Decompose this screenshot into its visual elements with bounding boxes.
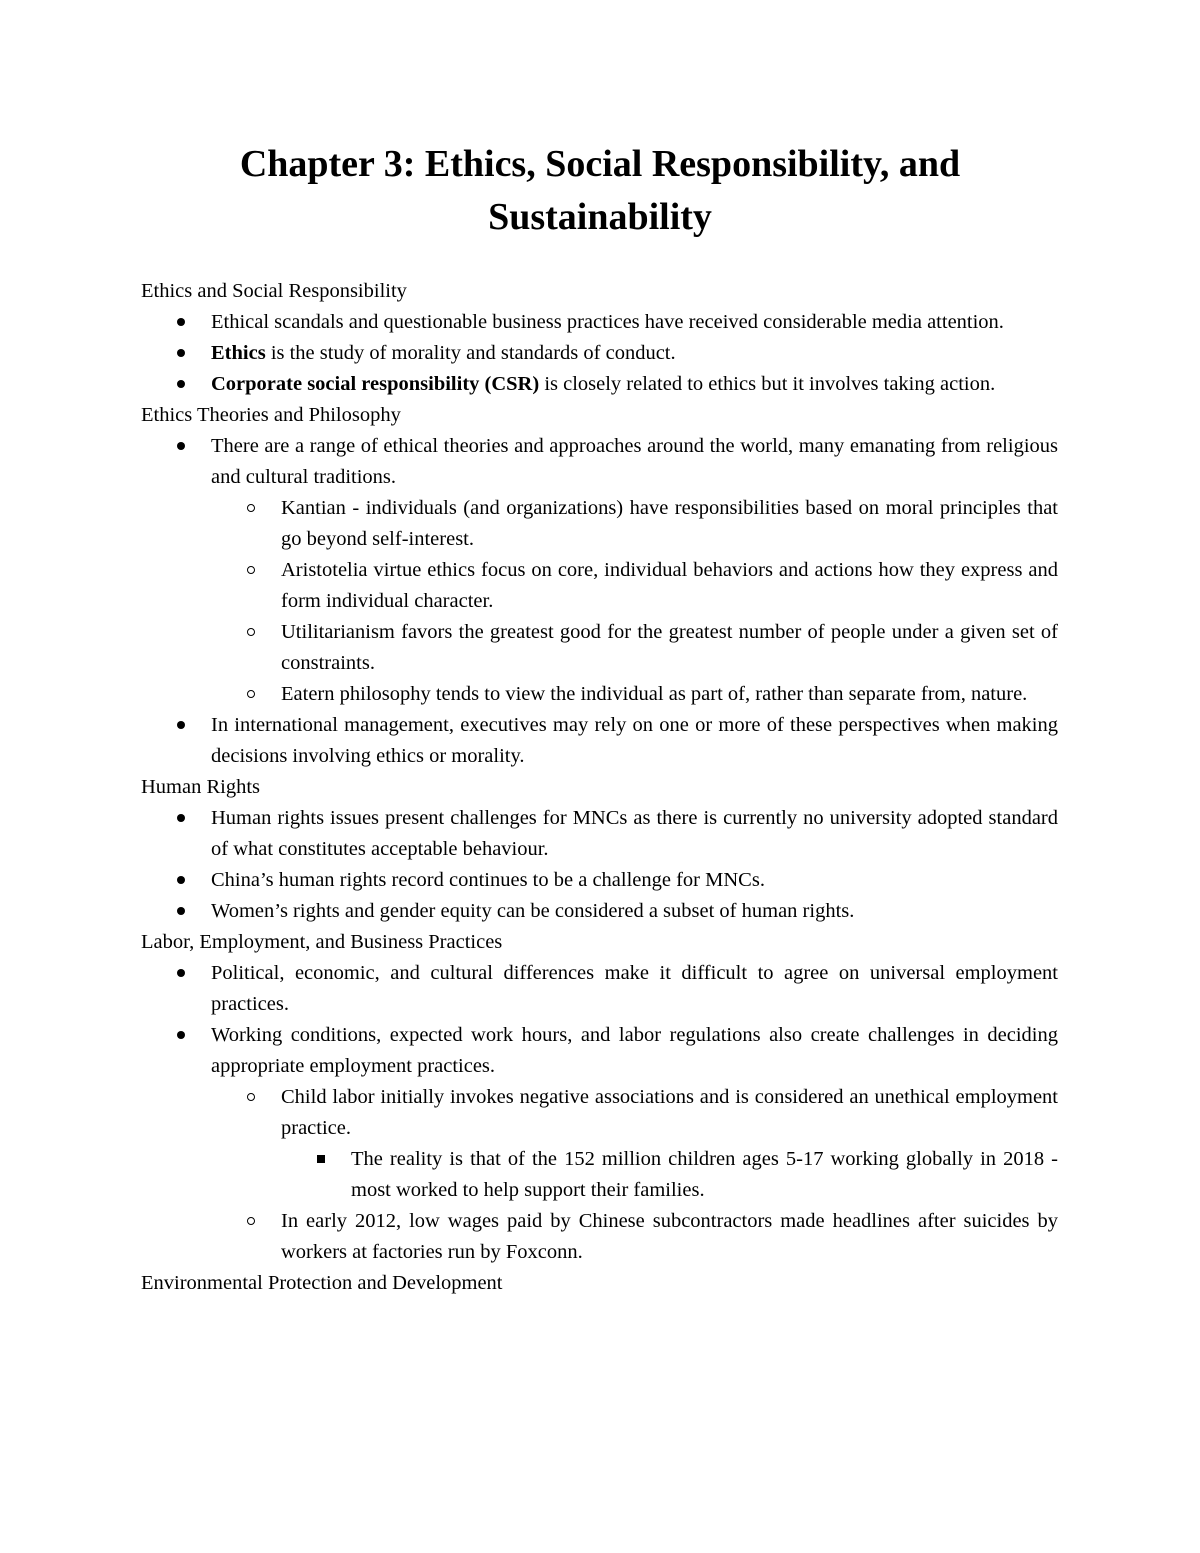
list-item: There are a range of ethical theories and approaches around the world, many emanating from religious and cultural traditions. Kantian - individuals (and organizations) have responsibilities based on moral principles that go beyond self-interest. Aristotelia virtue ethics focus on core, individual behaviors and actions how they express and form individual character. Utilitarianism favors the greatest good for the greatest number of people under a given set of constraints. Eatern philosophy tends to view the individual as part of, rather than separate from, nature. <box>141 431 1058 710</box>
page-title <box>140 138 1060 244</box>
list-item: Corporate social responsibility (CSR) is closely related to ethics but it involves taking action. <box>141 369 1058 400</box>
section-heading: Ethics and Social Responsibility <box>141 280 407 302</box>
sub-list <box>211 493 1058 710</box>
list-item: China’s human rights record continues to be a challenge for MNCs. <box>141 865 1058 896</box>
list-item: Political, economic, and cultural differences make it difficult to agree on universal employment practices. <box>141 958 1058 1020</box>
bullet-circle-icon <box>241 555 261 586</box>
sub-sub-list <box>281 1144 1058 1206</box>
bullet-square-icon <box>311 1144 331 1175</box>
bold-term: Ethics <box>211 342 266 364</box>
list-item: Ethical scandals and questionable business practices have received considerable media attention. <box>141 307 1058 338</box>
list-item: In early 2012, low wages paid by Chinese subcontractors made headlines after suicides by workers at factories run by Foxconn. <box>211 1206 1058 1268</box>
bullet-dot-icon <box>171 338 191 369</box>
list-item: Ethics is the study of morality and standards of conduct. <box>141 338 1058 369</box>
list-item: Working conditions, expected work hours, and labor regulations also create challenges in deciding appropriate employment practices. Child labor initially invokes negative associations and is considered an unethical employment practice. The reality is that of the 152 million children ages 5-17 working globally in 2018 - most worked to help support their families. In early 2012, low wages paid by Chinese subcontractors made headlines after suicides by workers at factories run by Foxconn. <box>141 1020 1058 1268</box>
bullet-list <box>141 431 1058 772</box>
list-item: Kantian - individuals (and organizations) have responsibilities based on moral principles that go beyond self-interest. <box>211 493 1058 555</box>
bullet-list <box>141 958 1058 1268</box>
bullet-dot-icon <box>171 710 191 741</box>
bullet-circle-icon <box>241 493 261 524</box>
list-item: Utilitarianism favors the greatest good for the greatest number of people under a given set of constraints. <box>211 617 1058 679</box>
list-item: Human rights issues present challenges for MNCs as there is currently no university adopted standard of what constitutes acceptable behaviour. <box>141 803 1058 865</box>
section-heading: Labor, Employment, and Business Practices <box>141 931 503 953</box>
list-item: The reality is that of the 152 million children ages 5-17 working globally in 2018 - most worked to help support their families. <box>281 1144 1058 1206</box>
bullet-circle-icon <box>241 1082 261 1113</box>
sub-list <box>211 1082 1058 1268</box>
bullet-circle-icon <box>241 679 261 710</box>
section-heading: Environmental Protection and Development <box>141 1272 503 1294</box>
title-line-1: Chapter 3: Ethics, Social Responsibility, and <box>239 143 961 185</box>
list-item: Aristotelia virtue ethics focus on core, individual behaviors and actions how they express and form individual character. <box>211 555 1058 617</box>
bullet-list <box>141 803 1058 927</box>
title-line-2: Sustainability <box>488 196 712 238</box>
list-item: Eatern philosophy tends to view the individual as part of, rather than separate from, nature. <box>211 679 1058 710</box>
bullet-dot-icon <box>171 1020 191 1051</box>
bullet-dot-icon <box>171 307 191 338</box>
bullet-dot-icon <box>171 865 191 896</box>
bullet-circle-icon <box>241 1206 261 1237</box>
bullet-dot-icon <box>171 431 191 462</box>
list-item: Women’s rights and gender equity can be considered a subset of human rights. <box>141 896 1058 927</box>
bullet-dot-icon <box>171 369 191 400</box>
bullet-list <box>141 307 1058 400</box>
bold-term: Corporate social responsibility (CSR) <box>211 373 540 395</box>
bullet-dot-icon <box>171 896 191 927</box>
bullet-dot-icon <box>171 958 191 989</box>
section-heading: Ethics Theories and Philosophy <box>141 404 401 426</box>
bullet-dot-icon <box>171 803 191 834</box>
document-body <box>141 276 1058 1299</box>
list-item: Child labor initially invokes negative associations and is considered an unethical employment practice. The reality is that of the 152 million children ages 5-17 working globally in 2018 - most worked to help support their families. <box>211 1082 1058 1206</box>
bullet-circle-icon <box>241 617 261 648</box>
list-item: In international management, executives may rely on one or more of these perspectives when making decisions involving ethics or morality. <box>141 710 1058 772</box>
section-heading: Human Rights <box>141 776 261 798</box>
